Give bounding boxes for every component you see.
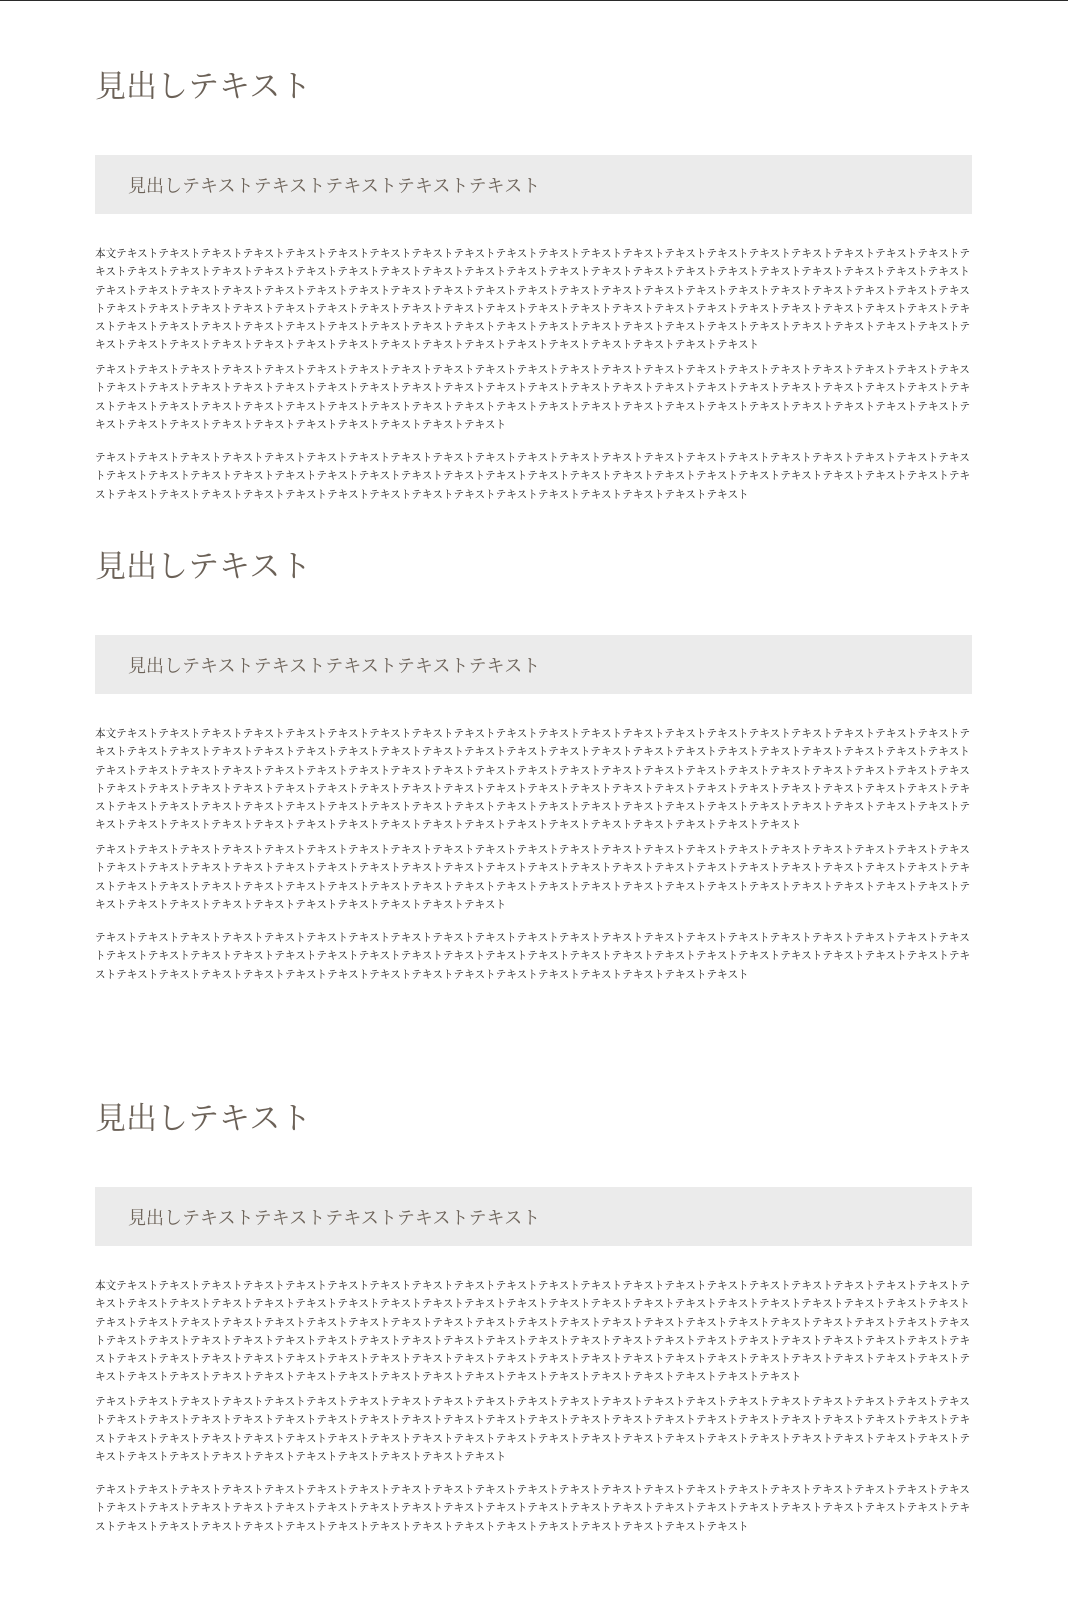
- body-paragraph: テキストテキストテキストテキストテキストテキストテキストテキストテキストテキストテキストテキストテキストテキストテキストテキストテキストテキストテキストテキストテキストテキストテキストテキストテキストテキストテキストテキストテキストテキストテキストテキストテキストテキストテキストテキストテキストテキストテキストテキストテキストテキストテキストテキストテキストテキストテキストテキストテキストテキストテキストテキストテキストテキストテキストテキストテキスト: [95, 932, 971, 981]
- top-divider: [0, 0, 1068, 1]
- body-paragraph: テキストテキストテキストテキストテキストテキストテキストテキストテキストテキストテキストテキストテキストテキストテキストテキストテキストテキストテキストテキストテキストテキストテキストテキストテキストテキストテキストテキストテキストテキストテキストテキストテキストテキストテキストテキストテキストテキストテキストテキストテキストテキストテキストテキストテキストテキストテキストテキストテキストテキストテキストテキストテキストテキストテキストテキストテキストテキストテキストテキストテキストテキストテキストテキストテキストテキストテキストテキストテキストテキストテキストテキスト: [95, 1396, 971, 1463]
- section-heading: 見出しテキスト: [95, 69, 312, 105]
- body-paragraph: 本文テキストテキストテキストテキストテキストテキストテキストテキストテキストテキストテキストテキストテキストテキストテキストテキストテキストテキストテキストテキストテキストテキストテキストテキストテキストテキストテキストテキストテキストテキストテキストテキストテキストテキストテキストテキストテキストテキストテキストテキストテキストテキストテキストテキストテキストテキストテキストテキストテキストテキストテキストテキストテキストテキストテキストテキストテキストテキストテキストテキストテキストテキストテキストテキストテキストテキストテキストテキストテキストテキストテキストテキストテキストテキストテキストテキストテキストテキストテキストテキストテキストテキストテキストテキストテキストテキストテキストテキストテキストテキストテキストテキストテキストテキストテキストテキストテキストテキストテキストテキストテキストテキストテキストテキストテキストテキストテキストテキストテキストテキストテキストテキストテキストテキストテキストテキストテキストテキストテキストテキスト: [95, 1280, 971, 1384]
- section-subheading: 見出しテキストテキストテキストテキストテキスト: [128, 175, 541, 197]
- body-paragraph: テキストテキストテキストテキストテキストテキストテキストテキストテキストテキストテキストテキストテキストテキストテキストテキストテキストテキストテキストテキストテキストテキストテキストテキストテキストテキストテキストテキストテキストテキストテキストテキストテキストテキストテキストテキストテキストテキストテキストテキストテキストテキストテキストテキストテキストテキストテキストテキストテキストテキストテキストテキストテキストテキストテキストテキストテキスト: [95, 1484, 971, 1533]
- body-paragraph: 本文テキストテキストテキストテキストテキストテキストテキストテキストテキストテキストテキストテキストテキストテキストテキストテキストテキストテキストテキストテキストテキストテキストテキストテキストテキストテキストテキストテキストテキストテキストテキストテキストテキストテキストテキストテキストテキストテキストテキストテキストテキストテキストテキストテキストテキストテキストテキストテキストテキストテキストテキストテキストテキストテキストテキストテキストテキストテキストテキストテキストテキストテキストテキストテキストテキストテキストテキストテキストテキストテキストテキストテキストテキストテキストテキストテキストテキストテキストテキストテキストテキストテキストテキストテキストテキストテキストテキストテキストテキストテキストテキストテキストテキストテキストテキストテキストテキストテキストテキストテキストテキストテキストテキストテキストテキストテキストテキストテキストテキストテキストテキストテキストテキストテキストテキストテキストテキストテキストテキスト: [95, 248, 971, 352]
- body-paragraph: 本文テキストテキストテキストテキストテキストテキストテキストテキストテキストテキストテキストテキストテキストテキストテキストテキストテキストテキストテキストテキストテキストテキストテキストテキストテキストテキストテキストテキストテキストテキストテキストテキストテキストテキストテキストテキストテキストテキストテキストテキストテキストテキストテキストテキストテキストテキストテキストテキストテキストテキストテキストテキストテキストテキストテキストテキストテキストテキストテキストテキストテキストテキストテキストテキストテキストテキストテキストテキストテキストテキストテキストテキストテキストテキストテキストテキストテキストテキストテキストテキストテキストテキストテキストテキストテキストテキストテキストテキストテキストテキストテキストテキストテキストテキストテキストテキストテキストテキストテキストテキストテキストテキストテキストテキストテキストテキストテキストテキストテキストテキストテキストテキストテキストテキストテキストテキストテキストテキストテキストテキスト: [95, 728, 971, 832]
- section-heading: 見出しテキスト: [95, 1101, 312, 1137]
- body-paragraph: テキストテキストテキストテキストテキストテキストテキストテキストテキストテキストテキストテキストテキストテキストテキストテキストテキストテキストテキストテキストテキストテキストテキストテキストテキストテキストテキストテキストテキストテキストテキストテキストテキストテキストテキストテキストテキストテキストテキストテキストテキストテキストテキストテキストテキストテキストテキストテキストテキストテキストテキストテキストテキストテキストテキストテキストテキスト: [95, 452, 971, 501]
- subheading-banner: [95, 635, 972, 694]
- subheading-banner: [95, 155, 972, 214]
- body-paragraph: テキストテキストテキストテキストテキストテキストテキストテキストテキストテキストテキストテキストテキストテキストテキストテキストテキストテキストテキストテキストテキストテキストテキストテキストテキストテキストテキストテキストテキストテキストテキストテキストテキストテキストテキストテキストテキストテキストテキストテキストテキストテキストテキストテキストテキストテキストテキストテキストテキストテキストテキストテキストテキストテキストテキストテキストテキストテキストテキストテキストテキストテキストテキストテキストテキストテキストテキストテキストテキストテキストテキストテキスト: [95, 364, 971, 431]
- subheading-banner: [95, 1187, 972, 1246]
- body-paragraph: テキストテキストテキストテキストテキストテキストテキストテキストテキストテキストテキストテキストテキストテキストテキストテキストテキストテキストテキストテキストテキストテキストテキストテキストテキストテキストテキストテキストテキストテキストテキストテキストテキストテキストテキストテキストテキストテキストテキストテキストテキストテキストテキストテキストテキストテキストテキストテキストテキストテキストテキストテキストテキストテキストテキストテキストテキストテキストテキストテキストテキストテキストテキストテキストテキストテキストテキストテキストテキストテキストテキストテキスト: [95, 844, 971, 911]
- section-heading: 見出しテキスト: [95, 549, 312, 585]
- section-subheading: 見出しテキストテキストテキストテキストテキスト: [128, 655, 541, 677]
- section-subheading: 見出しテキストテキストテキストテキストテキスト: [128, 1207, 541, 1229]
